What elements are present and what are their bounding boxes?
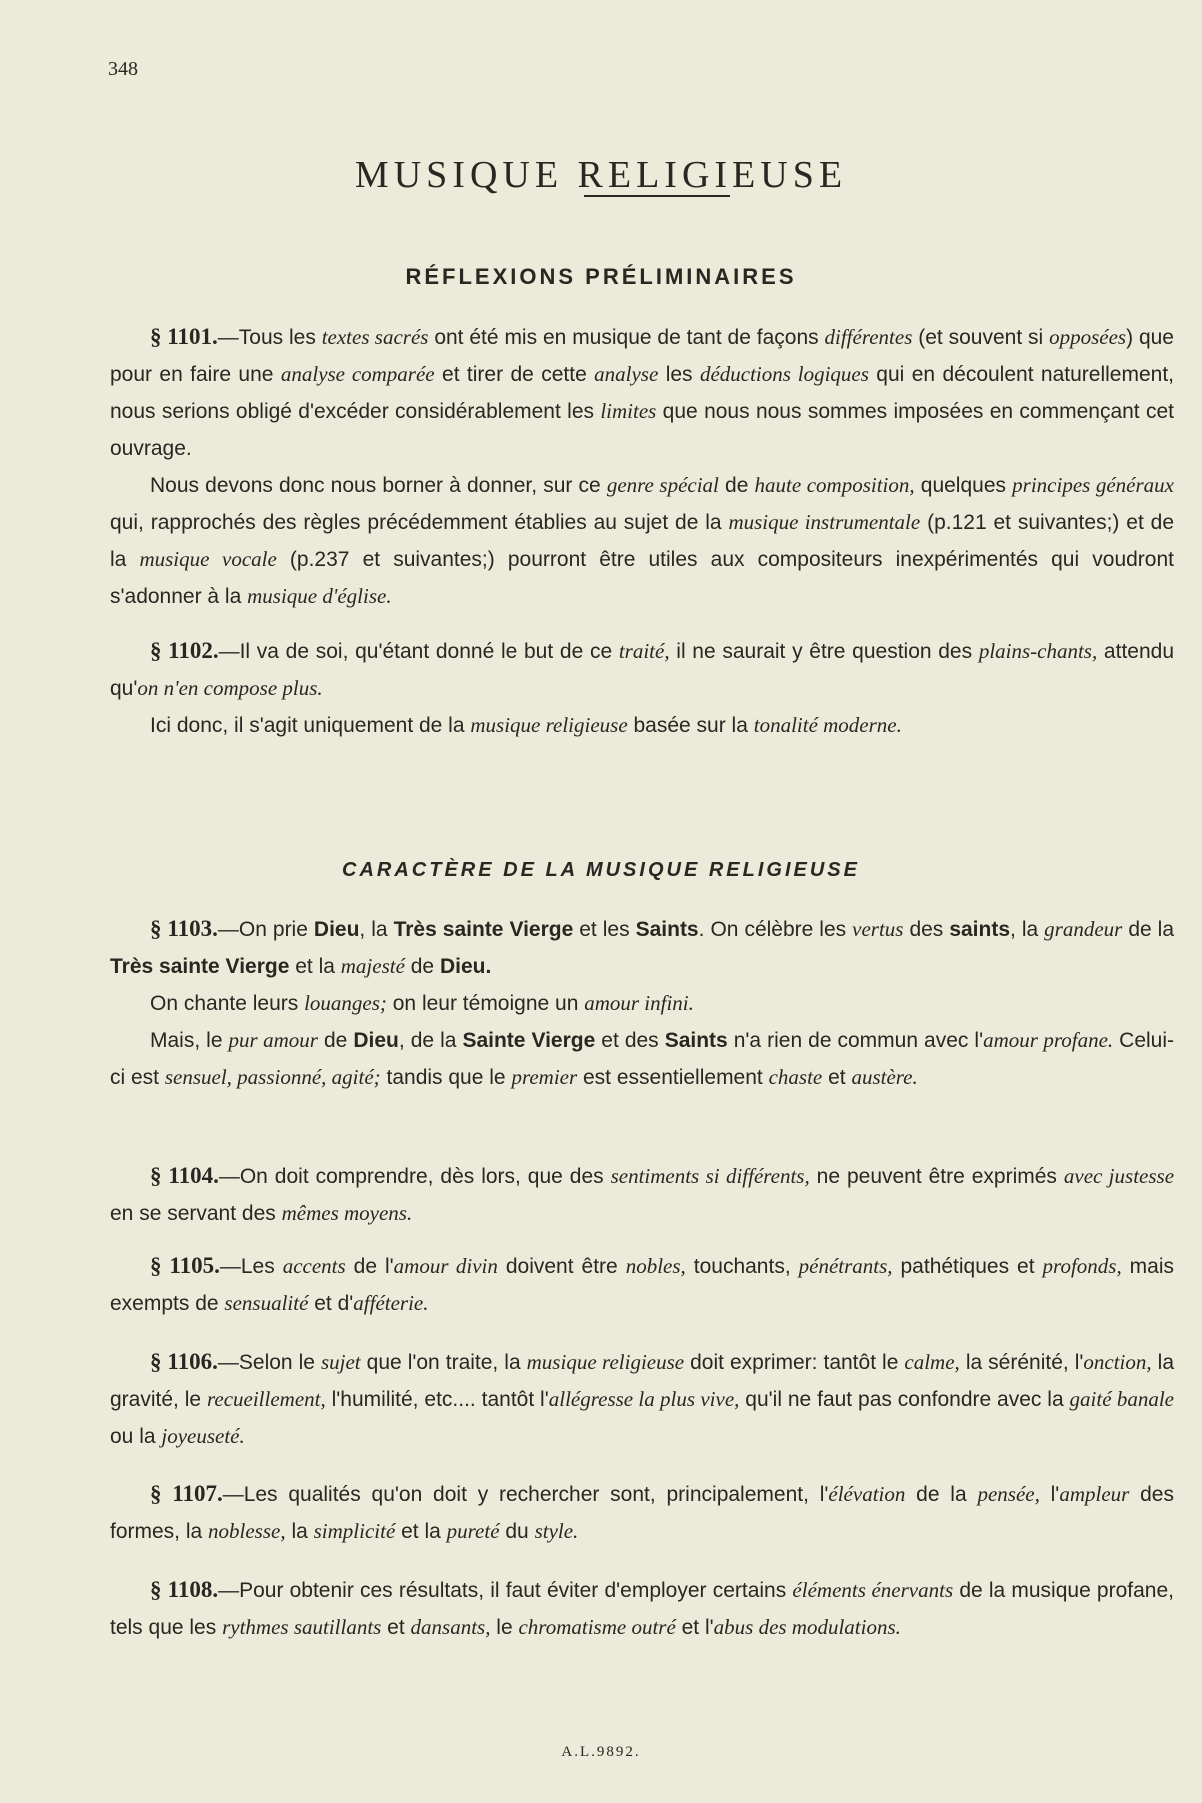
italic-text: mêmes moyens. [281, 1201, 413, 1225]
italic-text: musique vocale [139, 547, 277, 571]
section-heading-caractere: CARACTÈRE DE LA MUSIQUE RELIGIEUSE [342, 858, 860, 881]
section-preliminaires [110, 318, 1174, 615]
italic-text: majesté [340, 954, 405, 978]
italic-text: rythmes sautillants [222, 1615, 382, 1639]
italic-text: louanges; [304, 991, 387, 1015]
italic-text: chromatisme outré [518, 1615, 676, 1639]
text: qu'il ne faut pas confondre avec la [739, 1388, 1070, 1411]
italic-text: éléments énervants [792, 1578, 954, 1602]
section-1105 [110, 1247, 1174, 1322]
text: et [381, 1616, 411, 1639]
italic-text: grandeur [1044, 917, 1123, 941]
text: —Il va de soi, qu'étant donné le but de ce [218, 640, 619, 663]
italic-text: amour profane. [983, 1028, 1114, 1052]
italic-text: gaité banale [1069, 1387, 1174, 1411]
italic-text: premier [511, 1065, 578, 1089]
italic-text: musique religieuse [526, 1350, 685, 1374]
text: de la [1122, 918, 1175, 941]
text: l' [1039, 1483, 1060, 1506]
paragraph-1101-continued [110, 467, 1174, 615]
italic-text: abus des modulations. [713, 1615, 901, 1639]
text: on leur témoigne un [386, 992, 585, 1015]
text: doit exprimer: tantôt le [684, 1351, 905, 1374]
text: il ne saurait y être question des [669, 640, 979, 663]
text: —Pour obtenir ces résultats, il faut éviter d'employer certains [218, 1579, 793, 1602]
text: —Les [219, 1255, 283, 1278]
paragraph-1103 [110, 910, 1174, 985]
text: mais exempts de [110, 1255, 1175, 1315]
text: touchants, [685, 1255, 799, 1278]
italic-text: pureté [446, 1519, 500, 1543]
italic-text: pur amour [228, 1028, 318, 1052]
bold-text: saints [949, 918, 1011, 941]
section-1102 [110, 632, 1174, 744]
text: —Selon le [217, 1351, 321, 1374]
text: l'humilité, etc.... tantôt l' [325, 1388, 549, 1411]
paragraph-1108 [110, 1571, 1174, 1646]
text: Celui-ci est [110, 1029, 1174, 1089]
text: la sérénité, l' [959, 1351, 1084, 1374]
text: et d' [308, 1292, 354, 1315]
page-number: 348 [108, 58, 138, 80]
text: les [658, 363, 700, 386]
page-title: MUSIQUE RELIGIEUSE [354, 154, 848, 197]
paragraph-1106 [110, 1343, 1174, 1455]
italic-text: ampleur [1059, 1482, 1130, 1506]
italic-text: textes sacrés [321, 325, 429, 349]
italic-text: déductions logiques [699, 362, 869, 386]
italic-text: analyse [594, 362, 659, 386]
text: —Tous les [217, 326, 322, 349]
bold-text: Dieu [353, 1029, 399, 1052]
paragraph-1107 [110, 1475, 1174, 1550]
text: Nous devons donc nous borner à donner, sur ce [150, 474, 607, 497]
italic-text: principes généraux [1012, 473, 1174, 497]
section-1104 [110, 1157, 1174, 1232]
text: le [490, 1616, 519, 1639]
text: n'a rien de commun avec l' [727, 1029, 984, 1052]
text: —On prie [217, 918, 314, 941]
italic-text: traité, [618, 639, 670, 663]
italic-text: genre spécial [606, 473, 719, 497]
italic-text: limites [600, 399, 657, 423]
section-1108 [110, 1571, 1174, 1646]
text: basée sur la [627, 714, 754, 737]
text: que l'on traite, la [360, 1351, 527, 1374]
italic-text: haute composition, [754, 473, 915, 497]
italic-text: austère. [851, 1065, 918, 1089]
text: (p.121 et suivantes;) et de la [110, 511, 1174, 571]
italic-text: profonds, [1042, 1254, 1122, 1278]
italic-text: sentiments si différents, [610, 1164, 810, 1188]
text: et la [395, 1520, 447, 1543]
section-caractere [110, 910, 1174, 1096]
text: pathétiques et [892, 1255, 1043, 1278]
text: des [903, 918, 950, 941]
text: ne peuvent être exprimés [809, 1165, 1064, 1188]
italic-text: joyeuseté. [161, 1424, 245, 1448]
italic-text: musique instrumentale [728, 510, 921, 534]
section-1107 [110, 1475, 1174, 1550]
text: doivent être [497, 1255, 626, 1278]
italic-text: recueillement, [206, 1387, 326, 1411]
text: et tirer de cette [434, 363, 595, 386]
section-number: § 1102. [150, 638, 219, 663]
bold-text: Très sainte Vierge [393, 918, 574, 941]
text: Ici donc, il s'agit uniquement de la [150, 714, 471, 737]
paragraph-1104 [110, 1157, 1174, 1232]
text: (p.237 et suivantes;) pourront être utiles aux compositeurs inexpérimentés qui voudront s'adonner à la [110, 548, 1174, 608]
text: ou la [110, 1425, 162, 1448]
italic-text: calme, [904, 1350, 960, 1374]
bold-text: Saints [664, 1029, 728, 1052]
text: de [718, 474, 755, 497]
text: et la [289, 955, 341, 978]
text: de [317, 1029, 354, 1052]
section-heading-reflexions: RÉFLEXIONS PRÉLIMINAIRES [405, 264, 797, 290]
paragraph-1103-continued [110, 985, 1174, 1022]
section-number: § 1104. [150, 1163, 219, 1188]
italic-text: plains-chants, [978, 639, 1098, 663]
italic-text: chaste [768, 1065, 823, 1089]
bold-text: Dieu [313, 918, 360, 941]
text: la [285, 1520, 314, 1543]
paragraph-1101 [110, 318, 1174, 467]
text: —On doit comprendre, dès lors, que des [218, 1165, 611, 1188]
paragraph-1102 [110, 632, 1174, 707]
text: la gravité, le [110, 1351, 1175, 1411]
text: et [822, 1066, 852, 1089]
text: des formes, la [110, 1483, 1174, 1543]
text: en se servant des [110, 1202, 282, 1225]
title-underline [584, 195, 730, 197]
italic-text: nobles, [625, 1254, 686, 1278]
section-number: § 1105. [150, 1253, 220, 1278]
text: , de la [398, 1029, 463, 1052]
italic-text: amour divin [393, 1254, 498, 1278]
text: —Les qualités qu'on doit y rechercher sont, principalement, l' [222, 1483, 829, 1506]
italic-text: on n'en compose plus. [137, 676, 323, 700]
text: (et souvent si [912, 326, 1050, 349]
italic-text: sujet [320, 1350, 361, 1374]
section-number: § 1107. [150, 1481, 223, 1506]
text: quelques [914, 474, 1013, 497]
text: et les [573, 918, 636, 941]
italic-text: musique religieuse [470, 713, 628, 737]
text: qui, rapprochés des règles précédemment établies au sujet de la [110, 511, 729, 534]
text: attendu qu' [110, 640, 1174, 700]
italic-text: sensualité [224, 1291, 309, 1315]
paragraph-1102-continued [110, 707, 1174, 744]
italic-text: amour infini. [584, 991, 694, 1015]
text: On chante leurs [150, 992, 305, 1015]
italic-text: sensuel, passionné, agité; [164, 1065, 381, 1089]
italic-text: style. [534, 1519, 579, 1543]
publisher-footer: A.L.9892. [561, 1744, 641, 1760]
text: Mais, le [150, 1029, 229, 1052]
italic-text: vertus [852, 917, 904, 941]
italic-text: analyse comparée [280, 362, 435, 386]
section-number: § 1106. [150, 1349, 218, 1374]
text: de l' [345, 1255, 394, 1278]
section-1106 [110, 1343, 1174, 1455]
bold-text: Très sainte Vierge [110, 955, 290, 978]
italic-text: élévation [828, 1482, 906, 1506]
text: de [404, 955, 440, 978]
paragraph-1103-mais [110, 1022, 1174, 1096]
italic-text: dansants, [410, 1615, 491, 1639]
italic-text: noblesse, [208, 1519, 286, 1543]
bold-text: Sainte Vierge [462, 1029, 596, 1052]
text: du [499, 1520, 535, 1543]
italic-text: avec justesse [1063, 1164, 1175, 1188]
text: ont été mis en musique de tant de façons [428, 326, 825, 349]
italic-text: pénétrants, [798, 1254, 893, 1278]
text: . On célèbre les [698, 918, 853, 941]
paragraph-1105 [110, 1247, 1174, 1322]
bold-text: Saints [635, 918, 699, 941]
italic-text: onction, [1083, 1350, 1152, 1374]
text: est essentiellement [577, 1066, 769, 1089]
text: de la [905, 1483, 978, 1506]
italic-text: simplicité [313, 1519, 396, 1543]
italic-text: musique d'église. [247, 584, 392, 608]
section-number: § 1101. [150, 324, 218, 349]
bold-text: Dieu. [439, 955, 492, 978]
italic-text: différentes [824, 325, 913, 349]
italic-text: tonalité moderne. [753, 713, 902, 737]
text: qui en découlent naturellement, nous serions obligé d'excéder considérablement les [110, 363, 1175, 423]
text: de la musique profane, tels que les [110, 1579, 1174, 1639]
italic-text: pensée, [977, 1482, 1040, 1506]
section-number: § 1108. [150, 1577, 219, 1602]
text: et l' [675, 1616, 714, 1639]
italic-text: opposées [1049, 325, 1127, 349]
text: et des [595, 1029, 665, 1052]
italic-text: accents [282, 1254, 346, 1278]
text: que nous nous sommes imposées en commençant cet ouvrage. [110, 400, 1174, 460]
text: , la [359, 918, 394, 941]
section-number: § 1103. [150, 916, 218, 941]
italic-text: afféterie. [353, 1291, 429, 1315]
text: ) que pour en faire une [110, 326, 1174, 386]
text: , la [1010, 918, 1045, 941]
italic-text: allégresse la plus vive, [548, 1387, 740, 1411]
text: tandis que le [380, 1066, 512, 1089]
